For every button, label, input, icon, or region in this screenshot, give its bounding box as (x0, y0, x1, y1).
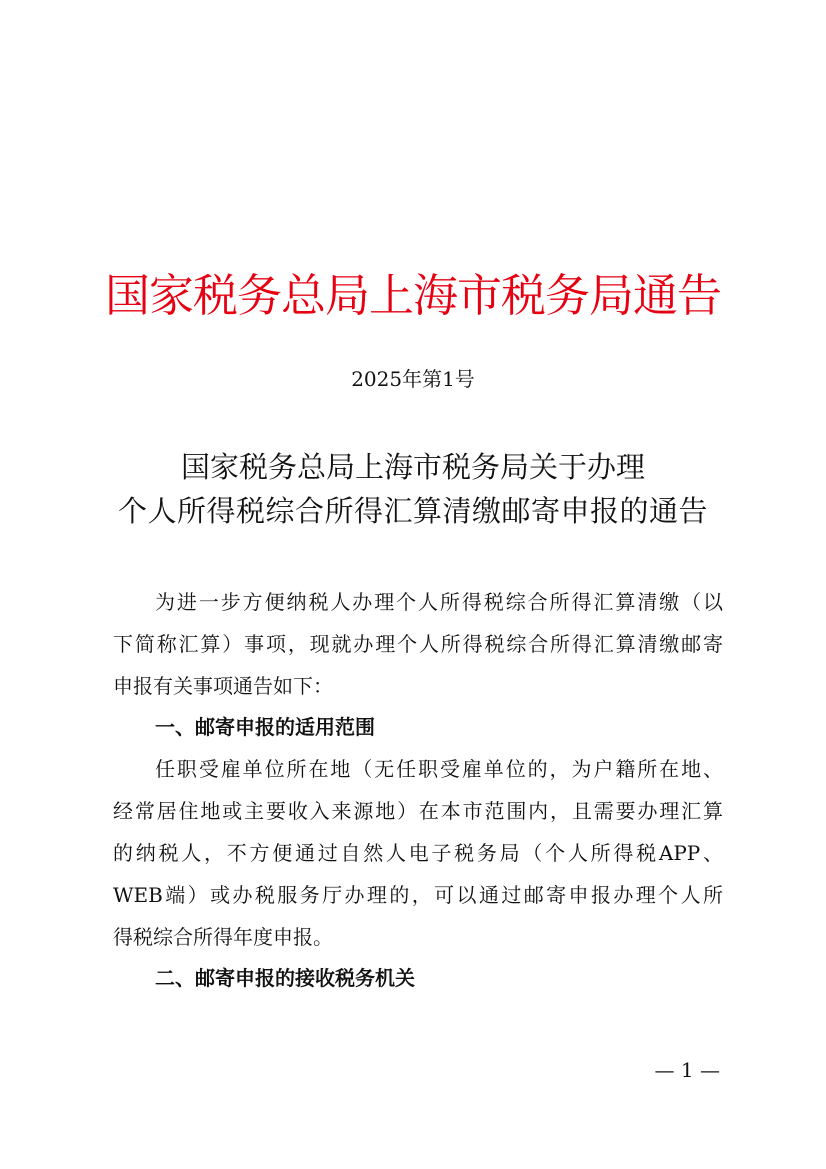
section1-line: 任职受雇单位所在地（无任职受雇单位的，为户籍所在地、 (155, 757, 723, 781)
notice-title-line-2: 个人所得税综合所得汇算清缴邮寄申报的通告 (117, 494, 708, 528)
intro-line: 下简称汇算）事项，现就办理个人所得税综合所得汇算清缴邮寄 (113, 632, 723, 656)
section1-line: 得税综合所得年度申报。 (113, 925, 333, 949)
section-heading-applicability: 一、邮寄申报的适用范围 (155, 715, 375, 739)
notice-title-line-1: 国家税务总局上海市税务局关于办理 (180, 450, 645, 484)
document-number: 2025年第1号 (351, 367, 475, 391)
intro-line: 申报有关事项通告如下： (113, 674, 333, 698)
page-number: — 1 — (654, 1058, 720, 1082)
intro-line: 为进一步方便纳税人办理个人所得税综合所得汇算清缴（以 (155, 590, 723, 614)
section1-line: 经常居住地或主要收入来源地）在本市范围内，且需要办理汇算 (113, 799, 723, 823)
section-heading-receiving-authority: 二、邮寄申报的接收税务机关 (155, 966, 415, 990)
masthead-title: 国家税务总局上海市税务局通告 (104, 269, 721, 322)
section1-line: WEB端）或办税服务厅办理的，可以通过邮寄申报办理个人所 (113, 883, 723, 907)
section1-line: 的纳税人，不方便通过自然人电子税务局（个人所得税APP、 (113, 841, 723, 865)
